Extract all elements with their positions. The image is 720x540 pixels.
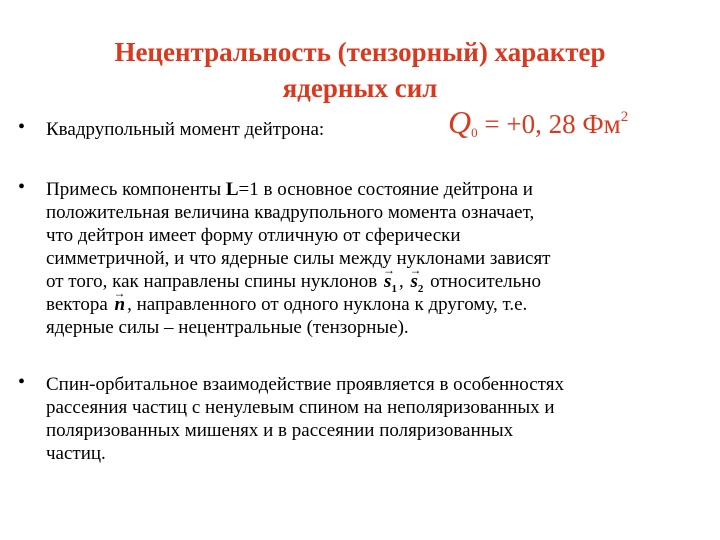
formula-relation: = +0, 28 Фм [484, 109, 621, 139]
formula-subscript: 0 [471, 125, 478, 140]
slide-title [40, 34, 680, 106]
bullet-2-line-1-start: Примесь компоненты [46, 179, 226, 200]
formula-symbol: Q [448, 104, 472, 140]
spin-s1-index: 1 [391, 282, 397, 295]
bullet-2-line-5-start: от того, как направлены спины нуклонов [46, 271, 378, 292]
spin-s2-symbol: s [410, 271, 418, 292]
bullet-2-line-5-end: относительно [430, 271, 541, 292]
bullet-2-line-1 [46, 178, 533, 201]
slide-title-line-2: ядерных сил [282, 73, 438, 103]
formula-power: 2 [620, 109, 629, 125]
bullet-3-marker: • [18, 371, 26, 393]
bullet-2-line-4: симметричной, и что ядерные силы между нуклонами зависят [46, 248, 551, 269]
spin-separator: , [398, 271, 404, 292]
bullet-3-line-3: поляризованных мишенях и в рассеянии поляризованных [46, 420, 514, 441]
orbital-momentum-L: L [225, 179, 239, 200]
spin-s2-index: 2 [417, 282, 424, 295]
bullet-3-line-1: Спин-орбитальное взаимодействие проявляется в особенностях [46, 374, 564, 395]
unit-vector-n: → n [113, 293, 128, 316]
bullet-1-text: Квадрупольный момент дейтрона: [46, 119, 325, 140]
bullet-3-line-2: рассеяния частиц с ненулевым спином на неполяризованных и [46, 397, 555, 418]
bullet-2-line-3: что дейтрон имеет форму отличную от сферически [46, 225, 461, 246]
quadrupole-moment-formula [448, 104, 628, 141]
bullet-2-line-6-end: , направленного от одного нуклона к другому, т.е. [127, 294, 528, 315]
bullet-2-line-2: положительная величина квадрупольного момента означает, [46, 202, 535, 223]
slide-title-line-1: Нецентральность (тензорный) характер [114, 37, 606, 67]
bullet-2-line-6-start: вектора [46, 294, 108, 315]
bullet-2-line-1-end: =1 в основное состояние дейтрона и [238, 179, 533, 200]
bullet-3-line-4: частиц. [46, 443, 106, 464]
spin-s1-symbol: s [384, 271, 392, 292]
bullet-2-line-6 [46, 293, 527, 316]
bullet-2-line-7: ядерные силы – нецентральные (тензорные). [46, 317, 409, 338]
bullet-2-marker: • [18, 176, 26, 198]
bullet-1-marker: • [18, 116, 26, 138]
